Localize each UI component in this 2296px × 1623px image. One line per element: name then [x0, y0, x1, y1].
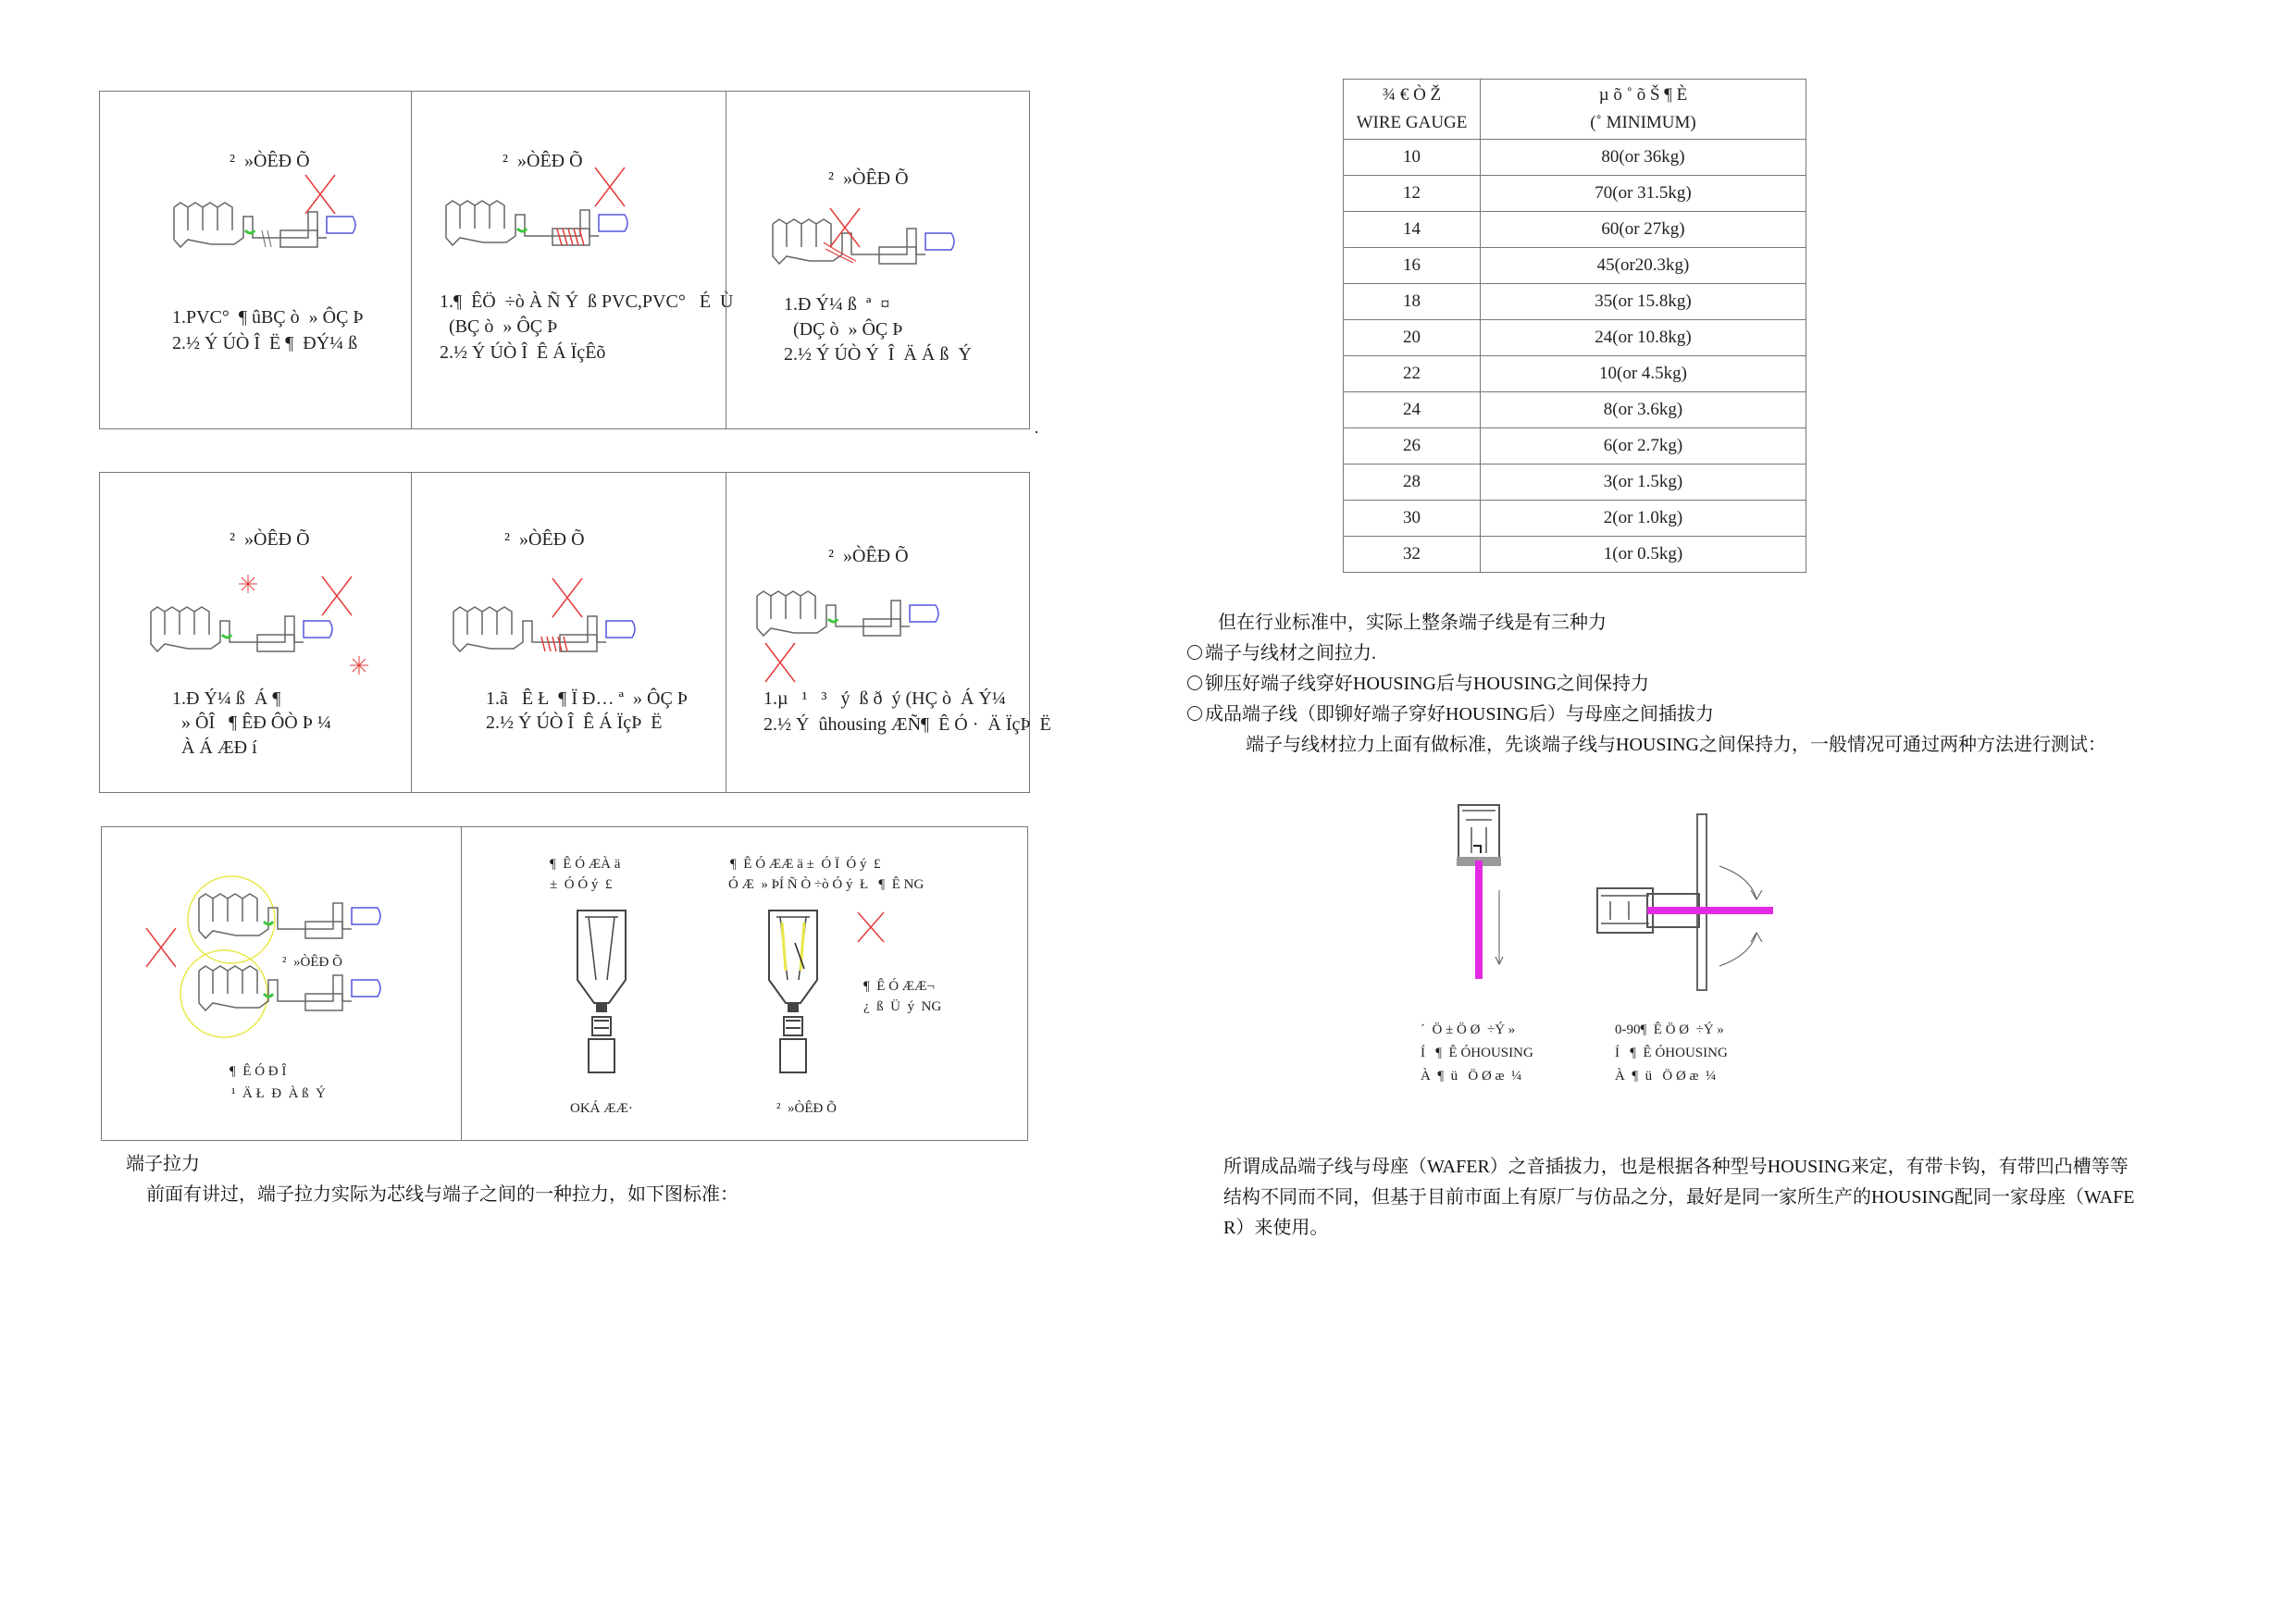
pull-test-vertical-drawing: [1453, 801, 1527, 986]
table-row: [1344, 356, 1806, 392]
cell-title: ² »ÒÊÐ Õ: [828, 168, 909, 189]
wafer-paragraph-line: 所谓成品端子线与母座（WAFER）之音插拔力，也是根据各种型号HOUSING来定，有带卡钩，有带凹凸槽等等: [1223, 1157, 2128, 1177]
panel3-cell-left: [102, 827, 461, 1140]
wrong-x-icon: [591, 164, 628, 210]
wrong-x-icon: [762, 639, 799, 686]
gauge-cell: 18: [1344, 284, 1481, 320]
cell-line: (BÇ ò » ÔÇ Þ: [440, 316, 558, 337]
caption-line: ¹ Ä Ł Ð À ß Ý: [231, 1086, 326, 1101]
pull-test-angle-drawing: [1592, 811, 1795, 996]
mid-top-line: ¶ Ê Ó ÆÀ ä: [550, 857, 621, 872]
gauge-cell: 22: [1344, 356, 1481, 392]
section-heading: 端子拉力: [126, 1154, 200, 1174]
cell-line: 1.¶ ÊÖ ÷ò À Ñ Ý ß PVC,PVC° É Ù: [440, 291, 734, 312]
cell-line: 1.Ð Ý¼ ß Á ¶: [172, 688, 281, 709]
gauge-cell: 26: [1344, 428, 1481, 465]
table-row: [1344, 140, 1806, 176]
panel3-cell-right: [461, 827, 1028, 1140]
terminal-front-view: [568, 906, 642, 1082]
panel2-cell-1: [100, 473, 411, 792]
cell-line: 2.½ Ý ÚÒ Î Ë ¶ ÐÝ¼ ß: [172, 333, 358, 353]
bad-label: ² »ÒÊÐ Õ: [282, 955, 342, 970]
spark-mark-icon: [239, 575, 257, 593]
header-line: WIRE GAUGE: [1356, 113, 1468, 132]
method-label-left: Í ¶ Ê ÓHOUSING: [1421, 1046, 1533, 1060]
header-wire-gauge: [1344, 80, 1481, 140]
cell-line: 2.½ Ý ÚÒ Î Ê Á ÏçÞ Ë: [486, 712, 663, 733]
gauge-cell: 28: [1344, 465, 1481, 501]
panel2-cell-3: [726, 473, 1051, 792]
cell-title: ² »ÒÊÐ Õ: [828, 546, 909, 566]
method-label-right: 0-90¶ Ê Ö Ø ÷Ý »: [1615, 1022, 1724, 1037]
table-row: [1344, 537, 1806, 573]
force-list-text: 端子与线材之间拉力.: [1205, 643, 1376, 663]
minimum-force-cell: 80(or 36kg): [1481, 140, 1806, 176]
minimum-force-cell: 10(or 4.5kg): [1481, 356, 1806, 392]
force-list-item: [1187, 702, 1714, 726]
table-row: [1344, 248, 1806, 284]
gauge-cell: 12: [1344, 176, 1481, 212]
cell-line: 2.½ Ý ÚÒ Î Ê Á ÏçÊõ: [440, 342, 606, 363]
table-row: [1344, 212, 1806, 248]
cell-title: ² »ÒÊÐ Õ: [503, 151, 583, 171]
terminal-front-view: [760, 906, 834, 1082]
cell-line: À Á ÆÐ í: [172, 737, 257, 758]
table-row: [1344, 320, 1806, 356]
circle-bullet-icon: [1187, 675, 1202, 690]
diagram-panel-1: [99, 91, 1030, 429]
minimum-force-cell: 35(or 15.8kg): [1481, 284, 1806, 320]
table-row: [1344, 428, 1806, 465]
minimum-force-cell: 6(or 2.7kg): [1481, 428, 1806, 465]
wrong-x-icon: [302, 171, 339, 217]
mid-top-line: ± Ó Ó ý £: [550, 877, 613, 892]
right-note-line: ¿ ß Ü ý NG: [863, 999, 942, 1014]
right-top-line: Ó Æ » ÞÍ Ñ Ò ÷ò Ó ý Ł ¶ Ê NG: [728, 877, 925, 892]
gauge-cell: 20: [1344, 320, 1481, 356]
section-paragraph: 前面有讲过，端子拉力实际为芯线与端子之间的一种拉力，如下图标准：: [146, 1184, 738, 1205]
table-row: [1344, 501, 1806, 537]
spark-mark-icon: [350, 656, 368, 675]
gauge-cell: 14: [1344, 212, 1481, 248]
cell-line: 1.µ ¹ ³ ý ß ð ý (HÇ ò Á Ý¼: [763, 688, 1006, 709]
cell-line: 2.½ Ý ûhousing ÆÑ¶ Ê Ó · Ä ÏçÞ Ë: [763, 714, 1051, 735]
terminal-crimp-drawing: [194, 885, 407, 959]
caption-line: ¶ Ê Ó Ð Î: [230, 1064, 287, 1079]
cell-line: 1.PVC° ¶ ûBÇ ò » ÔÇ Þ: [172, 307, 364, 328]
wire-gauge-table: [1343, 79, 1806, 573]
bad-label: ² »ÒÊÐ Õ: [776, 1101, 837, 1116]
terminal-crimp-drawing: [768, 210, 981, 284]
minimum-force-cell: 1(or 0.5kg): [1481, 537, 1806, 573]
diagram-panel-3: [101, 826, 1028, 1141]
method-label-right: À ¶ ü Ö Ø æ ¼: [1615, 1069, 1717, 1084]
table-row: [1344, 465, 1806, 501]
table-header-row: [1344, 80, 1806, 140]
wrong-x-icon: [854, 909, 887, 946]
wrong-x-icon: [826, 204, 863, 251]
cell-line: 2.½ Ý ÚÒ Ý Î Ä Á ß Ý: [784, 344, 972, 365]
cell-line: » ÔÎ ¶ ÊÐ ÔÒ Þ ¼: [172, 712, 331, 733]
right-note-line: ¶ Ê Ó ÆÆ¬: [863, 979, 935, 994]
right-top-line: ¶ Ê Ó ÆÆ ä ± Ó Ï Ó ý £: [730, 857, 881, 872]
intro-line: 但在行业标准中，实际上整条端子线是有三种力: [1218, 613, 1607, 633]
header-line: µ õ ˚ õ Š ¶ È: [1598, 85, 1688, 105]
panel1-cell-1: [100, 92, 411, 428]
minimum-force-cell: 24(or 10.8kg): [1481, 320, 1806, 356]
terminal-crimp-drawing: [169, 193, 382, 267]
header-line: (˚ MINIMUM): [1590, 113, 1696, 132]
stray-dot: [1036, 431, 1037, 433]
force-list-text: 铆压好端子线穿好HOUSING后与HOUSING之间保持力: [1205, 674, 1649, 694]
method-label-left: ´ Ö ± Ö Ø ÷Ý »: [1421, 1022, 1516, 1037]
panel2-cell-2: [411, 473, 726, 792]
circle-bullet-icon: [1187, 645, 1202, 660]
cell-title: ² »ÒÊÐ Õ: [230, 151, 310, 171]
minimum-force-cell: 45(or20.3kg): [1481, 248, 1806, 284]
cell-title: ² »ÒÊÐ Õ: [230, 529, 310, 550]
cell-line: 1.ã Ê Ł ¶ Ï Ð… ª » ÔÇ Þ: [486, 688, 688, 709]
minimum-force-cell: 2(or 1.0kg): [1481, 501, 1806, 537]
force-list-item: [1187, 672, 1649, 696]
table-row: [1344, 284, 1806, 320]
wafer-paragraph-line: 结构不同而不同，但基于目前市面上有原厂与仿品之分，最好是同一家所生产的HOUSING配同一家母座（WAFE: [1223, 1187, 2135, 1208]
cell-line: 1.Ð Ý¼ ß ª ¤: [784, 294, 890, 315]
force-list-text: 成品端子线（即铆好端子穿好HOUSING后）与母座之间插拔力: [1205, 704, 1714, 725]
wrong-x-icon: [143, 924, 180, 971]
minimum-force-cell: 8(or 3.6kg): [1481, 392, 1806, 428]
gauge-cell: 30: [1344, 501, 1481, 537]
panel1-cell-3: [726, 92, 1030, 428]
force-list-item: [1187, 641, 1376, 665]
panel1-cell-2: [411, 92, 734, 428]
minimum-force-cell: 3(or 1.5kg): [1481, 465, 1806, 501]
wrong-x-icon: [318, 573, 355, 619]
wrong-x-icon: [549, 575, 586, 621]
diagram-panel-2: [99, 472, 1051, 793]
gauge-cell: 32: [1344, 537, 1481, 573]
gauge-cell: 16: [1344, 248, 1481, 284]
method-label-right: Í ¶ Ê ÓHOUSING: [1615, 1046, 1728, 1060]
minimum-force-cell: 70(or 31.5kg): [1481, 176, 1806, 212]
table-row: [1344, 392, 1806, 428]
ok-label: OKÁ ÆÆ·: [570, 1101, 633, 1116]
method-label-left: À ¶ ü Ö Ø æ ¼: [1421, 1069, 1522, 1084]
gauge-cell: 24: [1344, 392, 1481, 428]
circle-bullet-icon: [1187, 706, 1202, 721]
gauge-cell: 10: [1344, 140, 1481, 176]
wafer-paragraph-line: R）来使用。: [1223, 1218, 1329, 1238]
cell-line: (DÇ ò » ÔÇ Þ: [784, 319, 903, 340]
method-paragraph: 端子与线材拉力上面有做标准，先谈端子线与HOUSING之间保持力，一般情况可通过两种方法进行测试：: [1246, 735, 2106, 755]
cell-title: ² »ÒÊÐ Õ: [504, 529, 585, 550]
minimum-force-cell: 60(or 27kg): [1481, 212, 1806, 248]
header-line: ¾ € Ò Ž: [1382, 85, 1442, 105]
table-row: [1344, 176, 1806, 212]
header-minimum: [1481, 80, 1806, 140]
